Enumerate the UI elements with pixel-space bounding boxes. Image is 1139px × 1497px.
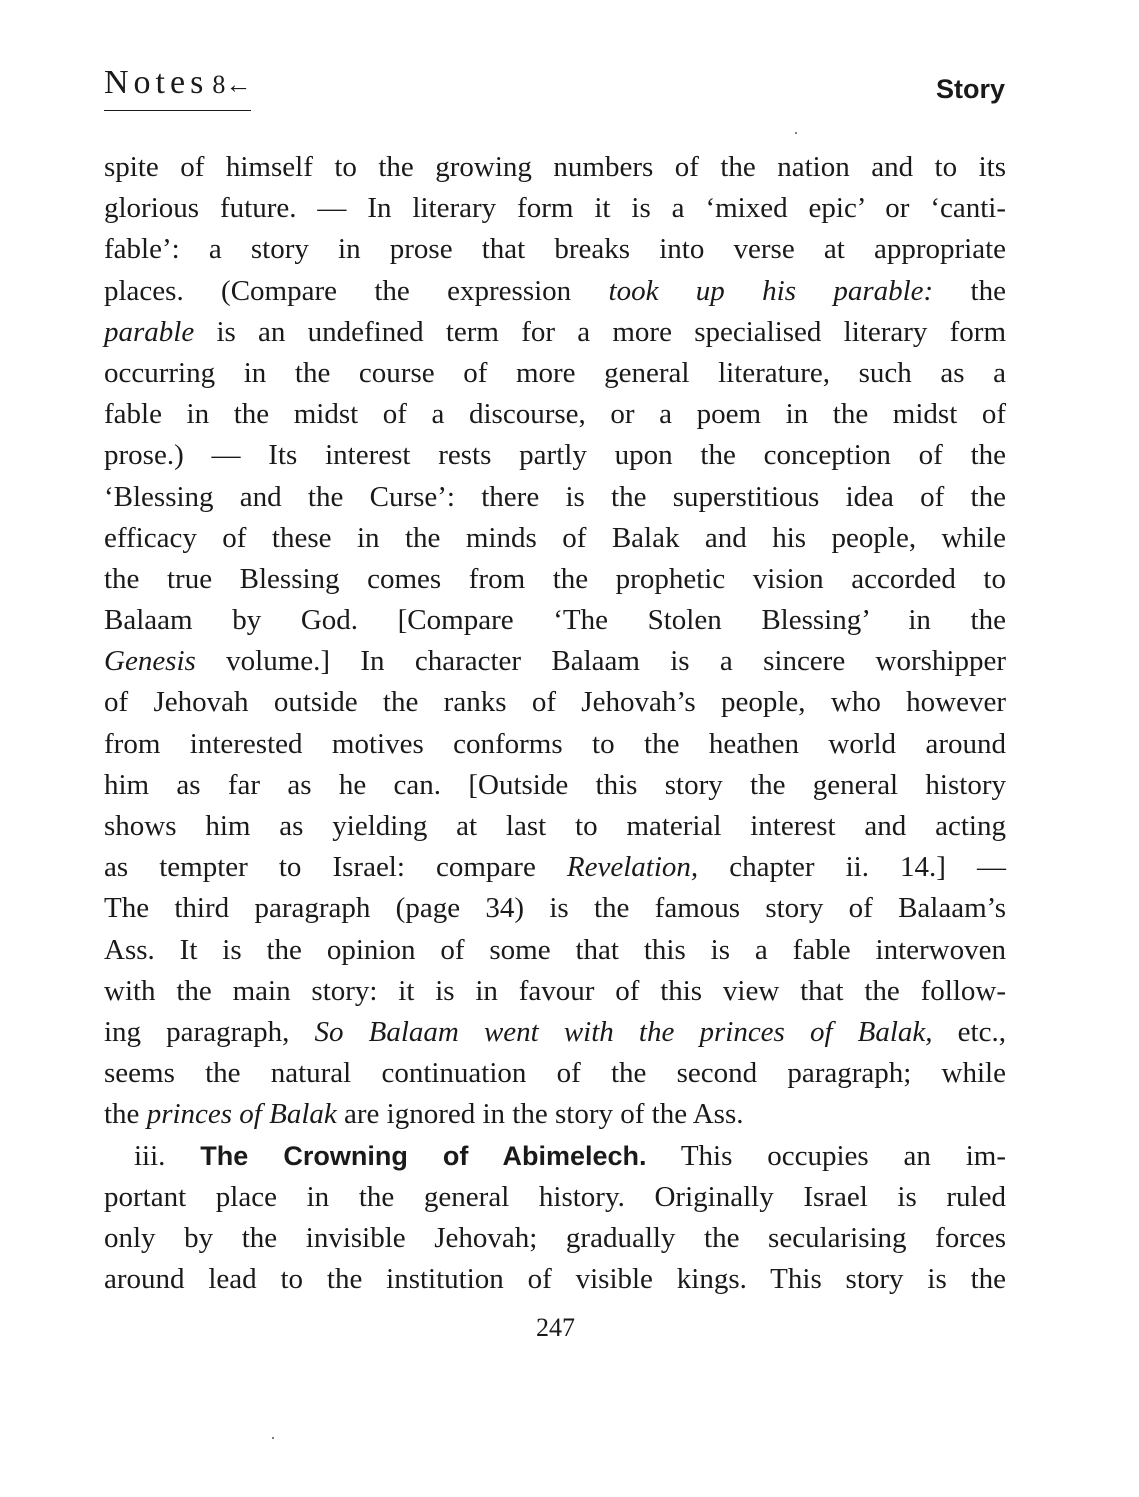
text-line	[104, 806, 1006, 847]
body-text	[104, 147, 1006, 1300]
text-run: Balaam by God. [Compare ‘The Stolen Blessing’ in the	[104, 604, 1006, 637]
italic-text: took up his parable:	[608, 274, 934, 307]
text-run: fable’: a story in prose that breaks into verse at appropriate	[104, 233, 1006, 266]
text-line	[104, 724, 1006, 765]
text-run: chapter ii. 14.] —	[698, 851, 1006, 884]
text-line	[104, 559, 1006, 600]
text-run: volume.] In character Balaam is a sincere worshipper	[195, 645, 1006, 678]
text-run: are ignored in the story of the Ass.	[336, 1098, 744, 1131]
text-run: etc.,	[932, 1015, 1006, 1048]
text-line	[104, 312, 1006, 353]
text-line	[104, 188, 1006, 229]
text-run: is an undefined term for a more specialised literary form	[194, 315, 1006, 348]
text-run: him as far as he can. [Outside this story the general history	[104, 768, 1006, 801]
italic-text: Genesis	[104, 645, 196, 678]
italic-text: Revelation,	[566, 851, 699, 884]
text-line	[104, 147, 1006, 188]
text-run: around lead to the institution of visible kings. This story is the	[104, 1263, 1006, 1296]
text-run: as tempter to Israel: compare	[104, 851, 567, 884]
running-head-section: Story	[935, 74, 1005, 104]
paper-speck	[795, 132, 797, 134]
text-line	[104, 271, 1006, 312]
page-number: 247	[536, 1313, 575, 1342]
text-run: the	[933, 274, 1006, 307]
text-line	[104, 641, 1006, 682]
section-number: iii.	[134, 1139, 201, 1172]
text-run: occurring in the course of more general literature, such as a	[104, 356, 1006, 389]
text-run: prose.) — Its interest rests partly upon the conception of the	[104, 439, 1006, 472]
text-line	[104, 1012, 1006, 1053]
paper-speck	[272, 1437, 274, 1439]
running-head-notes	[104, 66, 251, 111]
text-run: efficacy of these in the minds of Balak and his people, while	[104, 521, 1006, 554]
text-line	[104, 1218, 1006, 1259]
text-run: the	[104, 1098, 147, 1131]
text-run: glorious future. — In literary form it is a ‘mixed epic’ or ‘canti-	[104, 192, 1006, 225]
text-run: ‘Blessing and the Curse’: there is the superstitious idea of the	[104, 480, 1006, 513]
text-line	[104, 229, 1006, 270]
text-line	[104, 518, 1006, 559]
text-line	[104, 394, 1006, 435]
section-heading-line	[104, 1136, 1006, 1177]
text-line	[104, 1094, 1006, 1135]
text-line	[104, 353, 1006, 394]
text-line	[104, 1053, 1006, 1094]
text-line	[104, 435, 1006, 476]
text-run: fable in the midst of a discourse, or a poem in the midst of	[104, 398, 1006, 431]
italic-text: So Balaam went with the princes of Balak,	[314, 1015, 933, 1048]
text-line	[104, 1259, 1006, 1300]
text-line	[104, 765, 1006, 806]
text-run: ing paragraph,	[104, 1015, 315, 1048]
italic-text: princes of Balak	[146, 1098, 337, 1131]
text-line	[104, 1177, 1006, 1218]
running-title: Notes	[104, 64, 209, 101]
italic-text: parable	[104, 315, 195, 348]
text-line	[104, 971, 1006, 1012]
text-line	[104, 930, 1006, 971]
text-line	[104, 847, 1006, 888]
text-run: the true Blessing comes from the prophetic vision accorded to	[104, 562, 1006, 595]
text-run: from interested motives conforms to the heathen world around	[104, 727, 1006, 760]
text-run: seems the natural continuation of the second paragraph; while	[104, 1057, 1006, 1090]
text-run: only by the invisible Jehovah; gradually the secularising forces	[104, 1221, 1006, 1254]
text-run: Ass. It is the opinion of some that this is a fable interwoven	[104, 933, 1006, 966]
fleuron-mark: 8←	[212, 70, 252, 99]
text-run: shows him as yielding at last to material interest and acting	[104, 810, 1006, 842]
text-run: This occupies an im-	[646, 1139, 1007, 1172]
text-line	[104, 600, 1006, 641]
text-run: The third paragraph (page 34) is the famous story of Balaam’s	[104, 892, 1006, 925]
text-line	[104, 888, 1006, 929]
section-title: The Crowning of Abimelech.	[200, 1140, 647, 1171]
text-run: places. (Compare the expression	[104, 274, 609, 307]
text-run: of Jehovah outside the ranks of Jehovah’s people, who however	[104, 686, 1006, 719]
text-run: with the main story: it is in favour of this view that the follow-	[104, 974, 1006, 1007]
text-line	[104, 477, 1006, 518]
text-run: spite of himself to the growing numbers of the nation and to its	[104, 151, 1006, 183]
text-line	[104, 682, 1006, 723]
text-run: portant place in the general history. Originally Israel is ruled	[104, 1180, 1006, 1213]
